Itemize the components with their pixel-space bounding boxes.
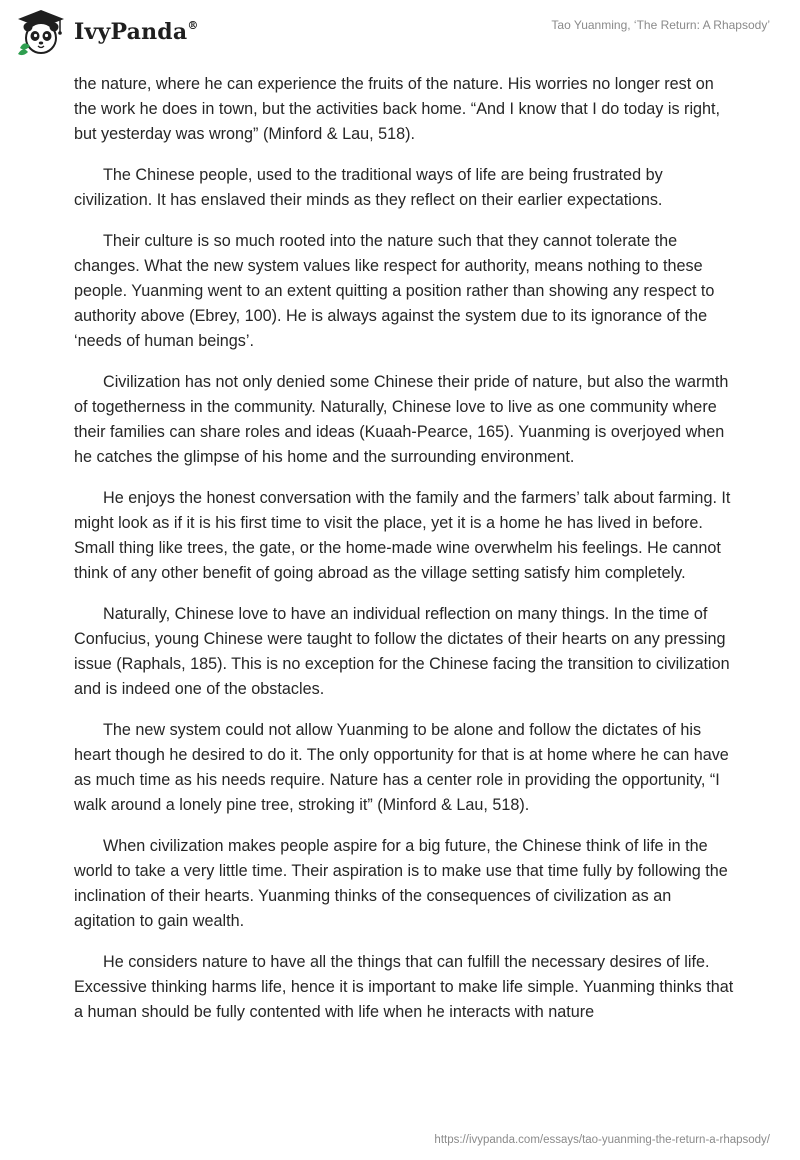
paragraph: The new system could not allow Yuanming to be alone and follow the dictates of his heart though he desired to do it. The only opportunity for that is at home where he can have as much time as his needs require. Nature has a center role in providing the opportunity, “I walk around a lonely pine tree, stroking it” (Minford & Lau, 518).: [74, 721, 729, 814]
ivypanda-logo[interactable]: [14, 8, 199, 56]
paragraph: He considers nature to have all the things that can fulfill the necessary desires of life. Excessive thinking harms life, hence it is important to make life simple. Yuanming thinks that a human should be fully contented with life when he interacts with nature: [74, 953, 734, 1021]
essay-body: [74, 72, 734, 1041]
paragraph: The Chinese people, used to the traditional ways of life are being frustrated by civilization. It has enslaved their minds as they reflect on their earlier expectations.: [74, 166, 663, 209]
brand-name: [74, 19, 199, 45]
paragraph: He enjoys the honest conversation with the family and the farmers’ talk about farming. It might look as if it is his first time to visit the place, yet it is a home he has lived in before. Small thing like trees, the gate, or the home-made wine overwhelm his feelings. He cannot think of any other benefit of going abroad as the village setting satisfy him completely.: [74, 489, 731, 582]
paragraph: the nature, where he can experience the fruits of the nature. His worries no longer rest on the work he does in town, but the activities back home. “And I know that I do today is right, but yesterday was wrong” (Minford & Lau, 518).: [74, 75, 721, 143]
page-header: [0, 0, 800, 70]
running-title: Tao Yuanming, ‘The Return: A Rhapsody’: [551, 18, 770, 32]
paragraph: When civilization makes people aspire for a big future, the Chinese think of life in the world to take a very little time. Their aspiration is to make use that time fully by following the inclination of their hearts. Yuanming thinks of the consequences of civilization as an agitation to gain wealth.: [74, 837, 728, 930]
panda-mascot-icon: [14, 8, 68, 56]
paragraph: Their culture is so much rooted into the nature such that they cannot tolerate the changes. What the new system values like respect for authority, means nothing to these people. Yuanming went to an extent quitting a position rather than showing any respect to authority above (Ebrey, 100). He is always against the system due to its ignorance of the ‘needs of human beings’.: [74, 232, 715, 350]
brand-name-text: IvyPanda: [74, 19, 188, 45]
source-url-link[interactable]: https://ivypanda.com/essays/tao-yuanming-the-return-a-rhapsody/: [434, 1134, 770, 1146]
paragraph: Civilization has not only denied some Chinese their pride of nature, but also the warmth of togetherness in the community. Naturally, Chinese love to live as one community where their families can share roles and ideas (Kuaah-Pearce, 165). Yuanming is overjoyed when he catches the glimpse of his home and the surrounding environment.: [74, 373, 729, 466]
registered-mark: ®: [187, 18, 199, 32]
paragraph: Naturally, Chinese love to have an individual reflection on many things. In the time of Confucius, young Chinese were taught to follow the dictates of their hearts on any pressing issue (Raphals, 185). This is no exception for the Chinese facing the transition to civilization and is indeed one of the obstacles.: [74, 605, 730, 698]
